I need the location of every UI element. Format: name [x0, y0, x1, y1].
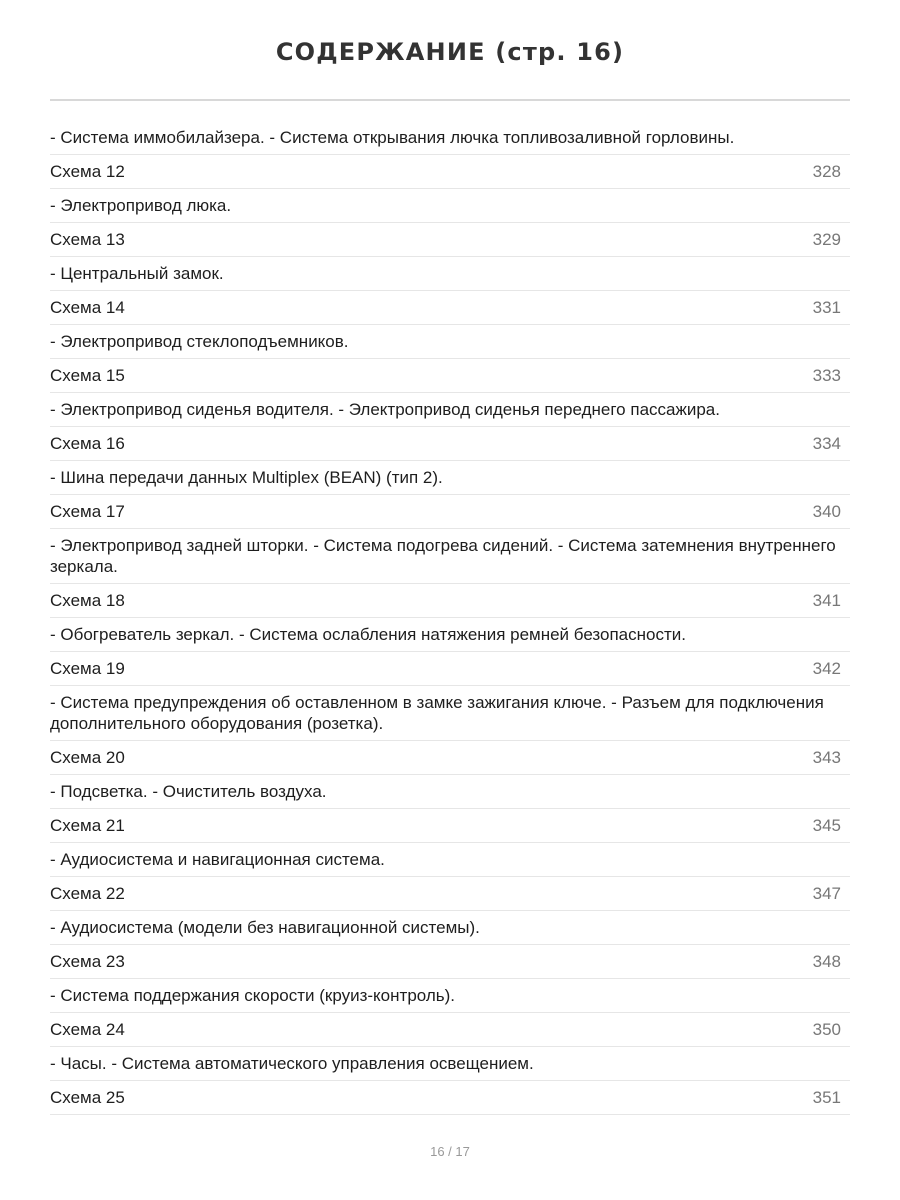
toc-description: [50, 257, 850, 291]
toc-description: [50, 686, 850, 741]
toc-entry-label: Схема 17: [50, 502, 125, 521]
toc-description-text: - Система поддержания скорости (круиз-контроль).: [50, 986, 456, 1005]
page-title: СОДЕРЖАНИЕ (стр. 16): [275, 38, 625, 66]
toc-description-text: - Центральный замок.: [50, 264, 224, 283]
toc-entry-page: 342: [812, 659, 841, 678]
toc-entry-page: 345: [812, 816, 841, 835]
toc-description-text: - Аудиосистема и навигационная система.: [50, 850, 385, 869]
toc-entry-page: 343: [812, 748, 841, 767]
toc-entry-page: 340: [812, 502, 841, 521]
toc-description-text: - Аудиосистема (модели без навигационной системы).: [50, 918, 480, 937]
toc-entry[interactable]: [50, 652, 850, 686]
toc-description-text: - Электропривод стеклоподъемников.: [50, 332, 349, 351]
toc-description: [50, 843, 850, 877]
toc-entry[interactable]: [50, 1081, 850, 1115]
toc-description: [50, 393, 850, 427]
title-divider: [50, 99, 850, 101]
toc-description: [50, 1047, 850, 1081]
toc-description-text: - Обогреватель зеркал. - Система ослабления натяжения ремней безопасности.: [50, 625, 686, 644]
toc-entry-label: Схема 14: [50, 298, 125, 317]
toc-entry[interactable]: [50, 291, 850, 325]
toc-entry[interactable]: [50, 945, 850, 979]
page-number: 16 / 17: [430, 1144, 470, 1159]
toc-entry-label: Схема 22: [50, 884, 125, 903]
toc-entry-page: 347: [812, 884, 841, 903]
toc-entry-label: Схема 21: [50, 816, 125, 835]
toc-entry[interactable]: [50, 427, 850, 461]
toc-entry[interactable]: [50, 809, 850, 843]
toc-description-text: - Электропривод люка.: [50, 196, 232, 215]
toc-entry-page: 351: [812, 1088, 841, 1107]
toc-entry[interactable]: [50, 359, 850, 393]
toc-description: [50, 979, 850, 1013]
toc-entry[interactable]: [50, 495, 850, 529]
toc-description-text: - Электропривод сиденья водителя. - Электропривод сиденья переднего пассажира.: [50, 400, 720, 419]
toc-entry[interactable]: [50, 741, 850, 775]
toc-entry-label: Схема 23: [50, 952, 125, 971]
toc-description: [50, 618, 850, 652]
toc-entry-label: Схема 18: [50, 591, 125, 610]
toc-entry-label: Схема 15: [50, 366, 125, 385]
toc-entry-page: 329: [812, 230, 841, 249]
toc-description: [50, 529, 850, 584]
toc-entry-label: Схема 25: [50, 1088, 125, 1107]
toc-description-text: - Система иммобилайзера. - Система открывания лючка топливозаливной горловины.: [50, 128, 735, 147]
toc-description: [50, 775, 850, 809]
toc-entry[interactable]: [50, 877, 850, 911]
toc-entry-label: Схема 16: [50, 434, 125, 453]
toc-entry[interactable]: [50, 1013, 850, 1047]
toc-description-text: - Подсветка. - Очиститель воздуха.: [50, 782, 327, 801]
toc-description: [50, 325, 850, 359]
toc-entry[interactable]: [50, 584, 850, 618]
toc-description-text: - Часы. - Система автоматического управления освещением.: [50, 1054, 534, 1073]
toc-entry-label: Схема 24: [50, 1020, 125, 1039]
toc-entry-page: 350: [812, 1020, 841, 1039]
toc-entry-page: 334: [812, 434, 841, 453]
toc-description-text: - Шина передачи данных Multiplex (BEAN) (тип 2).: [50, 468, 443, 487]
toc-entry-label: Схема 19: [50, 659, 125, 678]
toc-entry[interactable]: [50, 155, 850, 189]
toc-description-text: - Электропривод задней шторки. - Система подогрева сидений. - Система затемнения внутреннего зеркала.: [50, 536, 836, 576]
toc-description: [50, 461, 850, 495]
toc-description: [50, 911, 850, 945]
table-of-contents: [50, 121, 850, 1115]
toc-description: [50, 189, 850, 223]
toc-entry-page: 331: [812, 298, 841, 317]
toc-description: [50, 121, 850, 155]
toc-entry-page: 348: [812, 952, 841, 971]
toc-entry-page: 341: [812, 591, 841, 610]
toc-entry-page: 328: [812, 162, 841, 181]
toc-entry-label: Схема 20: [50, 748, 125, 767]
toc-entry-label: Схема 13: [50, 230, 125, 249]
toc-description-text: - Система предупреждения об оставленном в замке зажигания ключе. - Разъем для подключения дополнительного оборудования (розетка).: [50, 693, 824, 733]
toc-entry[interactable]: [50, 223, 850, 257]
toc-entry-page: 333: [812, 366, 841, 385]
toc-entry-label: Схема 12: [50, 162, 125, 181]
